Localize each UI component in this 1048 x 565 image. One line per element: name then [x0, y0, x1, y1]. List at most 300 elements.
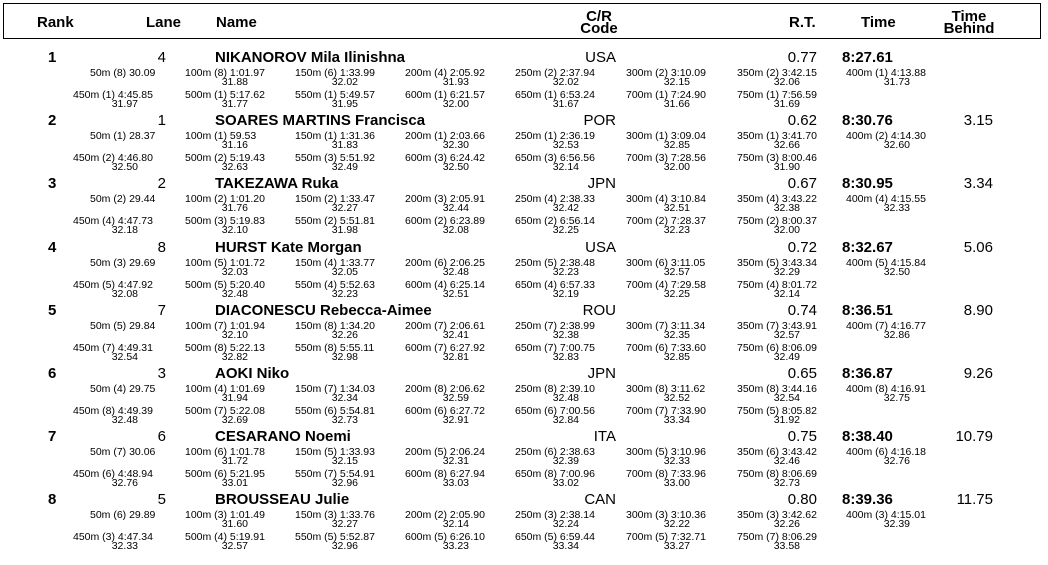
split-label: 700m (4) 7:29.58: [626, 278, 706, 291]
split-label: 100m (7) 1:01.94: [185, 319, 265, 332]
split-lap-time: 32.54: [773, 392, 800, 404]
split-label: 550m (3) 5:51.92: [295, 152, 375, 165]
split-label: 350m (2) 3:42.15: [737, 67, 817, 79]
split-label: 350m (6) 3:43.42: [737, 446, 817, 459]
split-lap-time: 32.15: [331, 455, 358, 468]
split-lap-time: 32.39: [552, 455, 579, 468]
split-label: 250m (6) 2:38.63: [515, 446, 595, 459]
split-label: 350m (1) 3:41.70: [737, 130, 817, 143]
split-lap-time: 32.14: [442, 518, 469, 531]
athlete-name: HURST Kate Morgan: [215, 238, 362, 256]
split-label: 400m (1) 4:13.88: [846, 67, 926, 79]
split-label: 150m (5) 1:33.93: [295, 446, 375, 459]
split-lap-time: 31.66: [663, 98, 690, 110]
athlete-row: [0, 429, 1048, 492]
split-lap-time: 32.76: [883, 455, 910, 468]
split-lap-time: 32.29: [773, 265, 800, 278]
split-label: 750m (3) 8:00.46: [737, 152, 817, 165]
split-lap-time: 32.48: [221, 287, 248, 300]
split-lap-time: 32.73: [773, 477, 800, 490]
split-label: 50m (6) 29.89: [90, 509, 156, 522]
split-label: 400m (8) 4:16.91: [846, 383, 926, 395]
split-label: 700m (8) 7:33.96: [626, 468, 706, 481]
athlete-name: CESARANO Noemi: [215, 428, 351, 446]
athlete-row: [0, 113, 1048, 176]
split-label: 700m (1) 7:24.90: [626, 89, 706, 101]
split-lap-time: 32.76: [111, 477, 138, 490]
time-behind: 11.75: [956, 491, 993, 509]
reaction-time: 0.62: [787, 112, 817, 130]
split-label: 100m (2) 1:01.20: [185, 193, 265, 206]
split-label: 100m (1) 59.53: [185, 130, 257, 143]
code-header-line2: Code: [580, 20, 618, 37]
split-label: 250m (7) 2:38.99: [515, 319, 595, 332]
split-lap-time: 32.83: [552, 350, 579, 363]
time-behind: 9.26: [963, 365, 993, 382]
split-label: 450m (2) 4:46.80: [73, 152, 153, 165]
country-code: CAN: [584, 491, 616, 509]
split-label: 50m (4) 29.75: [90, 383, 156, 395]
split-label: 700m (3) 7:28.56: [626, 152, 706, 165]
split-lap-time: 32.27: [331, 202, 358, 215]
reaction-time: 0.65: [787, 365, 817, 382]
final-time: 8:30.95: [842, 175, 893, 193]
split-label: 700m (2) 7:28.37: [626, 215, 706, 228]
split-label: 50m (3) 29.69: [90, 256, 156, 269]
split-label: 450m (8) 4:49.39: [73, 405, 153, 417]
split-label: 750m (1) 7:56.59: [737, 89, 817, 101]
split-label: 400m (3) 4:15.01: [846, 509, 926, 522]
split-lap-time: 31.77: [221, 98, 248, 110]
split-label: 700m (7) 7:33.90: [626, 405, 706, 417]
split-label: 550m (4) 5:52.63: [295, 278, 375, 291]
rank-cell: 3: [48, 175, 57, 193]
split-label: 200m (1) 2:03.66: [405, 130, 485, 143]
athlete-row: [0, 176, 1048, 239]
split-lap-time: 32.51: [663, 202, 690, 215]
split-label: 650m (2) 6:56.14: [515, 215, 595, 228]
time-behind: 5.06: [963, 238, 993, 256]
reaction-time: 0.75: [787, 428, 817, 446]
athlete-row: [0, 492, 1048, 555]
split-lap-time: 32.52: [663, 392, 690, 404]
split-lap-time: 32.96: [331, 477, 358, 490]
split-lap-time: 31.93: [442, 76, 469, 88]
split-label: 750m (8) 8:06.69: [737, 468, 817, 481]
split-lap-time: 32.75: [883, 392, 910, 404]
rank-cell: 5: [48, 301, 57, 319]
split-label: 300m (2) 3:10.09: [626, 67, 706, 79]
split-label: 450m (4) 4:47.73: [73, 215, 153, 228]
time-header: Time: [861, 14, 896, 31]
split-lap-time: 32.84: [552, 414, 579, 426]
split-label: 750m (5) 8:05.82: [737, 405, 817, 417]
reaction-time: 0.67: [787, 175, 817, 193]
final-time: 8:36.87: [842, 365, 893, 382]
split-label: 50m (5) 29.84: [90, 319, 156, 332]
split-label: 400m (2) 4:14.30: [846, 130, 926, 143]
split-label: 750m (6) 8:06.09: [737, 341, 817, 354]
split-lap-time: 32.50: [442, 161, 469, 174]
split-label: 150m (1) 1:31.36: [295, 130, 375, 143]
code-header-line1: C/R: [586, 8, 612, 25]
behind-header-line2: Behind: [943, 20, 995, 37]
split-lap-time: 31.76: [221, 202, 248, 215]
split-label: 50m (2) 29.44: [90, 193, 156, 206]
split-lap-time: 32.49: [773, 350, 800, 363]
split-lap-time: 32.49: [331, 161, 358, 174]
split-lap-time: 32.02: [331, 76, 358, 88]
split-label: 50m (7) 30.06: [90, 446, 156, 459]
split-label: 350m (3) 3:42.62: [737, 509, 817, 522]
split-lap-time: 32.14: [773, 287, 800, 300]
split-label: 650m (8) 7:00.96: [515, 468, 595, 481]
reaction-time: 0.77: [787, 49, 817, 66]
split-lap-time: 32.51: [442, 287, 469, 300]
split-label: 150m (3) 1:33.76: [295, 509, 375, 522]
split-lap-time: 32.60: [883, 139, 910, 152]
split-label: 450m (7) 4:49.31: [73, 341, 153, 354]
split-lap-time: 32.22: [663, 518, 690, 531]
split-lap-time: 32.42: [552, 202, 579, 215]
split-lap-time: 32.96: [331, 540, 358, 553]
split-label: 100m (5) 1:01.72: [185, 256, 265, 269]
rank-cell: 1: [48, 49, 57, 66]
split-lap-time: 32.00: [663, 161, 690, 174]
lane-cell: 7: [157, 301, 166, 319]
split-label: 450m (3) 4:47.34: [73, 531, 153, 544]
split-lap-time: 33.02: [552, 477, 579, 490]
split-lap-time: 31.92: [773, 414, 800, 426]
split-label: 150m (8) 1:34.20: [295, 319, 375, 332]
split-label: 450m (6) 4:48.94: [73, 468, 153, 481]
split-label: 600m (7) 6:27.92: [405, 341, 485, 354]
split-lap-time: 32.91: [442, 414, 469, 426]
split-lap-time: 32.57: [773, 328, 800, 341]
athlete-row: [0, 50, 1048, 113]
athlete-name: AOKI Niko: [215, 365, 290, 382]
split-label: 50m (1) 28.37: [90, 130, 156, 143]
split-lap-time: 32.48: [442, 265, 469, 278]
split-lap-time: 32.00: [442, 98, 469, 110]
split-lap-time: 32.46: [773, 455, 800, 468]
split-lap-time: 31.97: [111, 98, 138, 110]
split-lap-time: 32.05: [331, 265, 358, 278]
rank-header: Rank: [37, 14, 74, 31]
time-behind: 8.90: [963, 301, 993, 319]
split-lap-time: 32.03: [221, 265, 248, 278]
split-label: 500m (7) 5:22.08: [185, 405, 265, 417]
split-label: 750m (2) 8:00.37: [737, 215, 817, 228]
split-lap-time: 31.72: [221, 455, 248, 468]
reaction-time: 0.74: [787, 301, 817, 319]
split-lap-time: 31.90: [773, 161, 800, 174]
split-lap-time: 33.34: [663, 414, 690, 426]
split-lap-time: 31.83: [331, 139, 358, 152]
split-lap-time: 32.98: [331, 350, 358, 363]
athlete-row: [0, 240, 1048, 303]
split-label: 250m (3) 2:38.14: [515, 509, 595, 522]
split-lap-time: 32.10: [221, 328, 248, 341]
split-lap-time: 33.00: [663, 477, 690, 490]
split-label: 550m (8) 5:55.11: [295, 341, 375, 354]
split-lap-time: 32.25: [663, 287, 690, 300]
split-lap-time: 32.85: [663, 350, 690, 363]
split-label: 500m (5) 5:20.40: [185, 278, 265, 291]
split-lap-time: 32.18: [111, 224, 138, 237]
split-lap-time: 32.26: [331, 328, 358, 341]
split-label: 50m (8) 30.09: [90, 67, 156, 79]
split-label: 200m (7) 2:06.61: [405, 319, 485, 332]
split-label: 600m (8) 6:27.94: [405, 468, 485, 481]
split-lap-time: 32.25: [552, 224, 579, 237]
athlete-row: [0, 303, 1048, 366]
split-lap-time: 31.60: [221, 518, 248, 531]
split-lap-time: 32.24: [552, 518, 579, 531]
athlete-name: SOARES MARTINS Francisca: [215, 112, 426, 130]
split-lap-time: 32.81: [442, 350, 469, 363]
split-label: 550m (5) 5:52.87: [295, 531, 375, 544]
athlete-row: [0, 366, 1048, 429]
split-lap-time: 32.38: [552, 328, 579, 341]
split-lap-time: 33.01: [221, 477, 248, 490]
split-label: 400m (6) 4:16.18: [846, 446, 926, 459]
split-label: 350m (8) 3:44.16: [737, 383, 817, 395]
split-label: 550m (1) 5:49.57: [295, 89, 375, 101]
split-lap-time: 32.08: [111, 287, 138, 300]
results-header: [3, 3, 1041, 39]
rank-cell: 6: [48, 365, 57, 382]
split-label: 400m (7) 4:16.77: [846, 319, 926, 332]
split-lap-time: 32.73: [331, 414, 358, 426]
split-lap-time: 32.06: [773, 76, 800, 88]
split-label: 250m (4) 2:38.33: [515, 193, 595, 206]
reaction-time: 0.72: [787, 238, 817, 256]
split-lap-time: 32.14: [552, 161, 579, 174]
time-behind: 3.34: [963, 175, 993, 193]
split-lap-time: 33.27: [663, 540, 690, 553]
split-label: 150m (2) 1:33.47: [295, 193, 375, 206]
split-lap-time: 33.23: [442, 540, 469, 553]
lane-cell: 3: [157, 365, 166, 382]
rank-cell: 8: [48, 491, 57, 509]
split-label: 200m (2) 2:05.90: [405, 509, 485, 522]
split-lap-time: 32.66: [773, 139, 800, 152]
reaction-time: 0.80: [787, 491, 817, 509]
split-lap-time: 31.94: [221, 392, 248, 404]
split-label: 450m (1) 4:45.85: [73, 89, 153, 101]
split-lap-time: 32.38: [773, 202, 800, 215]
split-lap-time: 32.53: [552, 139, 579, 152]
split-label: 150m (4) 1:33.77: [295, 256, 375, 269]
athlete-name: TAKEZAWA Ruka: [215, 175, 339, 193]
country-code: ROU: [582, 301, 616, 319]
rank-cell: 7: [48, 428, 57, 446]
lane-cell: 5: [157, 491, 166, 509]
split-label: 100m (8) 1:01.97: [185, 67, 265, 79]
split-lap-time: 33.03: [442, 477, 469, 490]
split-lap-time: 32.85: [663, 139, 690, 152]
country-code: USA: [585, 238, 616, 256]
split-label: 200m (8) 2:06.62: [405, 383, 485, 395]
split-label: 450m (5) 4:47.92: [73, 278, 153, 291]
split-label: 700m (6) 7:33.60: [626, 341, 706, 354]
athlete-name: BROUSSEAU Julie: [215, 491, 350, 509]
split-lap-time: 32.33: [663, 455, 690, 468]
final-time: 8:36.51: [842, 301, 893, 319]
split-lap-time: 32.54: [111, 350, 138, 363]
split-lap-time: 32.33: [111, 540, 138, 553]
final-time: 8:32.67: [842, 238, 893, 256]
split-lap-time: 32.23: [552, 265, 579, 278]
split-label: 650m (1) 6:53.24: [515, 89, 595, 101]
split-lap-time: 31.69: [773, 98, 800, 110]
split-label: 350m (4) 3:43.22: [737, 193, 817, 206]
split-label: 100m (6) 1:01.78: [185, 446, 265, 459]
split-label: 250m (2) 2:37.94: [515, 67, 595, 79]
split-label: 500m (3) 5:19.83: [185, 215, 265, 228]
split-label: 250m (1) 2:36.19: [515, 130, 595, 143]
split-lap-time: 31.16: [221, 139, 248, 152]
split-lap-time: 32.15: [663, 76, 690, 88]
split-lap-time: 33.58: [773, 540, 800, 553]
split-label: 750m (4) 8:01.72: [737, 278, 817, 291]
split-label: 550m (2) 5:51.81: [295, 215, 375, 228]
split-label: 200m (6) 2:06.25: [405, 256, 485, 269]
rank-cell: 4: [48, 238, 57, 256]
split-lap-time: 32.10: [221, 224, 248, 237]
split-lap-time: 32.19: [552, 287, 579, 300]
split-lap-time: 31.95: [331, 98, 358, 110]
country-code: JPN: [587, 175, 616, 193]
split-lap-time: 31.98: [331, 224, 358, 237]
split-lap-time: 32.02: [552, 76, 579, 88]
split-lap-time: 32.86: [883, 328, 910, 341]
split-label: 300m (6) 3:11.05: [626, 256, 706, 269]
split-label: 550m (6) 5:54.81: [295, 405, 375, 417]
split-lap-time: 32.50: [883, 265, 910, 278]
split-label: 500m (1) 5:17.62: [185, 89, 265, 101]
rt-header: R.T.: [789, 14, 816, 31]
final-time: 8:27.61: [842, 49, 893, 66]
split-lap-time: 32.44: [442, 202, 469, 215]
final-time: 8:38.40: [842, 428, 893, 446]
split-label: 200m (4) 2:05.92: [405, 67, 485, 79]
time-behind: 3.15: [963, 112, 993, 130]
country-code: USA: [585, 49, 616, 66]
split-label: 650m (4) 6:57.33: [515, 278, 595, 291]
split-label: 650m (5) 6:59.44: [515, 531, 595, 544]
split-label: 600m (6) 6:27.72: [405, 405, 485, 417]
split-label: 250m (5) 2:38.48: [515, 256, 595, 269]
split-label: 500m (4) 5:19.91: [185, 531, 265, 544]
split-label: 500m (6) 5:21.95: [185, 468, 265, 481]
split-lap-time: 32.57: [221, 540, 248, 553]
split-lap-time: 32.33: [883, 202, 910, 215]
name-header: Name: [216, 14, 257, 31]
split-label: 400m (4) 4:15.55: [846, 193, 926, 206]
split-label: 350m (5) 3:43.34: [737, 256, 817, 269]
lane-cell: 6: [157, 428, 166, 446]
split-label: 150m (6) 1:33.99: [295, 67, 375, 79]
split-lap-time: 32.26: [773, 518, 800, 531]
country-code: JPN: [587, 365, 616, 382]
split-label: 600m (3) 6:24.42: [405, 152, 485, 165]
time-behind: 10.79: [955, 428, 993, 446]
split-label: 200m (5) 2:06.24: [405, 446, 485, 459]
split-label: 300m (8) 3:11.62: [626, 383, 706, 395]
split-lap-time: 32.39: [883, 518, 910, 531]
split-lap-time: 31.88: [221, 76, 248, 88]
split-lap-time: 32.35: [663, 328, 690, 341]
split-label: 600m (2) 6:23.89: [405, 215, 485, 228]
split-label: 150m (7) 1:34.03: [295, 383, 375, 395]
split-label: 300m (4) 3:10.84: [626, 193, 706, 206]
lane-cell: 8: [157, 238, 166, 256]
lane-header: Lane: [146, 14, 182, 31]
split-label: 500m (8) 5:22.13: [185, 341, 265, 354]
split-label: 300m (1) 3:09.04: [626, 130, 706, 143]
split-label: 300m (5) 3:10.96: [626, 446, 706, 459]
split-label: 750m (7) 8:06.29: [737, 531, 817, 544]
split-label: 300m (7) 3:11.34: [626, 319, 706, 332]
rank-cell: 2: [48, 112, 57, 130]
split-label: 650m (7) 7:00.75: [515, 341, 595, 354]
split-lap-time: 32.41: [442, 328, 469, 341]
split-label: 100m (3) 1:01.49: [185, 509, 265, 522]
split-lap-time: 32.00: [773, 224, 800, 237]
split-lap-time: 33.34: [552, 540, 579, 553]
split-lap-time: 31.73: [883, 76, 910, 88]
split-label: 600m (4) 6:25.14: [405, 278, 485, 291]
split-lap-time: 32.50: [111, 161, 138, 174]
split-lap-time: 32.82: [221, 350, 248, 363]
split-lap-time: 32.48: [552, 392, 579, 404]
split-label: 600m (1) 6:21.57: [405, 89, 485, 101]
final-time: 8:39.36: [842, 491, 893, 509]
split-lap-time: 32.57: [663, 265, 690, 278]
split-lap-time: 32.27: [331, 518, 358, 531]
final-time: 8:30.76: [842, 112, 893, 130]
lane-cell: 2: [157, 175, 166, 193]
split-label: 500m (2) 5:19.43: [185, 152, 265, 165]
split-label: 100m (4) 1:01.69: [185, 383, 265, 395]
split-lap-time: 31.67: [552, 98, 579, 110]
country-code: POR: [583, 112, 616, 130]
split-label: 350m (7) 3:43.91: [737, 319, 817, 332]
split-label: 650m (3) 6:56.56: [515, 152, 595, 165]
split-label: 300m (3) 3:10.36: [626, 509, 706, 522]
lane-cell: 1: [157, 112, 166, 130]
split-label: 250m (8) 2:39.10: [515, 383, 595, 395]
athlete-name: NIKANOROV Mila Ilinishna: [215, 49, 406, 66]
split-label: 600m (5) 6:26.10: [405, 531, 485, 544]
split-lap-time: 32.59: [442, 392, 469, 404]
split-lap-time: 32.08: [442, 224, 469, 237]
split-lap-time: 32.34: [331, 392, 358, 404]
lane-cell: 4: [157, 49, 166, 66]
split-label: 200m (3) 2:05.91: [405, 193, 485, 206]
split-lap-time: 32.48: [111, 414, 138, 426]
split-label: 650m (6) 7:00.56: [515, 405, 595, 417]
split-lap-time: 32.63: [221, 161, 248, 174]
split-label: 700m (5) 7:32.71: [626, 531, 706, 544]
split-label: 550m (7) 5:54.91: [295, 468, 375, 481]
country-code: ITA: [593, 428, 616, 446]
split-lap-time: 32.23: [331, 287, 358, 300]
split-lap-time: 32.23: [663, 224, 690, 237]
athlete-name: DIACONESCU Rebecca-Aimee: [215, 301, 432, 319]
